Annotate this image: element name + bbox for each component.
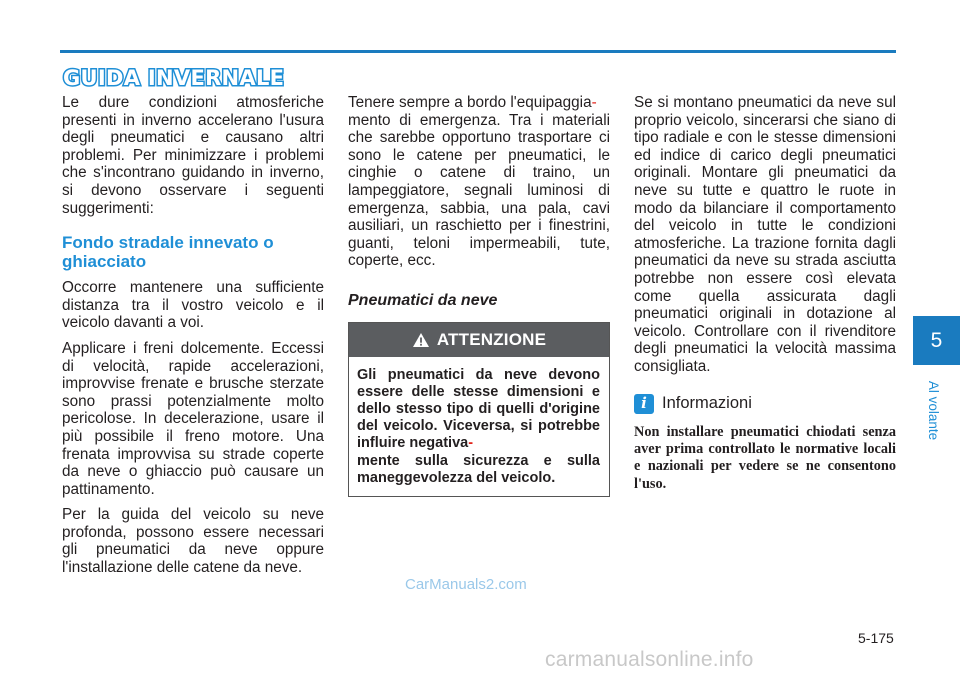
info-title: Informazioni <box>662 393 752 412</box>
page-number: 5-175 <box>858 630 894 646</box>
warning-title: ATTENZIONE <box>436 329 547 349</box>
top-rule <box>60 50 896 53</box>
chapter-label: Al volante <box>926 380 942 440</box>
info-text: Non installare pneumatici chiodati senza aver prima controllato le normative locali e nazionali per vedere se ne consentono l'uso. <box>634 423 896 492</box>
paragraph-emergency-kit: Tenere sempre a bordo l'equipaggia- mento di emergenza. Tra i materiali che sarebbe opportuno trasportare ci sono le catene per pneumatici, le cinghie o catene di traino, un lampeggiatore, segnali luminosi di emergenza, sabbia, una pala, cavi ausiliari, un raschietto per i finestrini, guanti, teloni impermeabili, tute, coperte, ecc. <box>348 94 610 270</box>
info-icon: i <box>634 394 654 414</box>
footer-watermark: carmanualsonline.info <box>545 648 754 671</box>
warning-text: Gli pneumatici da neve devono essere delle stesse dimensioni e dello stesso tipo di quelli d'origine del veicolo. Viceversa, si potrebbe influire negativa- mente sulla sicurezza e sulla maneggevolezza del veicolo. <box>357 366 600 486</box>
paragraph-deep-snow: Per la guida del veicolo su neve profonda, possono essere necessari gli pneumatici da neve oppure l'installazione delle catene da neve. <box>62 506 324 577</box>
paragraph-distance: Occorre mantenere una sufficiente distanza tra il vostro veicolo e il veicolo davanti a voi. <box>62 279 324 332</box>
column-2 <box>348 94 610 497</box>
warning-box <box>348 322 610 497</box>
paragraph-braking: Applicare i freni dolcemente. Eccessi di velocità, rapide accelerazioni, improvvise frenate e brusche sterzate sono prassi potenzialmente molto pericolose. In decelerazione, usare il più possibile il freno motore. Una frenata improvvisa su strade coperte da neve o ghiaccio può causare un pattinamento. <box>62 339 324 498</box>
info-header <box>634 394 896 414</box>
intro-paragraph: Le dure condizioni atmosferiche presenti in inverno accelerano l'usura degli pneumatici e causano altri problemi. Per minimizzare i problemi che s'incontrano guidando in inverno, si devono osservare i seguenti suggerimenti: <box>62 94 324 217</box>
subheading-snow-tires: Pneumatici da neve <box>348 291 498 309</box>
watermark: CarManuals2.com <box>405 576 527 593</box>
hyphen: - <box>591 94 597 111</box>
column-3 <box>634 94 896 501</box>
paragraph-snow-tire-fitting: Se si montano pneumatici da neve sul proprio veicolo, sincerarsi che siano di tipo radiale e con le stesse dimensioni ed indice di carico degli pneumatici originali. Montare gli pneumatici da neve su tutte e quattro le ruote in modo da bilanciare il comportamento del veicolo in tutte le condizioni atmosferiche. La trazione fornita dagli pneumatici da neve su strada asciutta potrebbe non essere così elevata come quella assicurata dagli pneumatici originali in dotazione al veicolo. Controllare con il rivenditore degli pneumatici la velocità massima consigliata. <box>634 94 896 375</box>
chapter-tab: 5 <box>913 316 960 365</box>
hyphen: - <box>468 435 474 452</box>
subheading-icy-road: Fondo stradale innevato o ghiacciato <box>62 233 274 272</box>
section-title: GUIDA INVERNALE <box>63 66 285 90</box>
warning-header <box>349 323 609 357</box>
column-1 <box>62 94 324 585</box>
warning-triangle-icon <box>412 332 430 348</box>
